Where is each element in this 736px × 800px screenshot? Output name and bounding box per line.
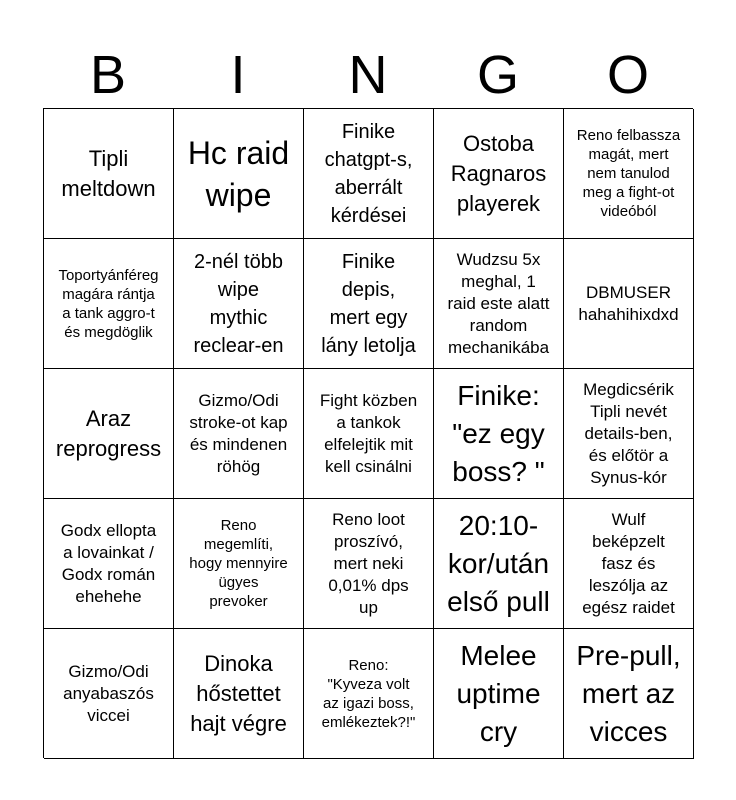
cell-text: 2-nél több wipe mythic reclear-en bbox=[193, 250, 284, 357]
bingo-cell[interactable] bbox=[174, 499, 304, 629]
bingo-cell[interactable] bbox=[434, 369, 564, 499]
cell-text: DBMUSER hahahihixdxd bbox=[578, 282, 679, 324]
cell-text: Reno loot proszívó, mert neki 0,01% dps up bbox=[328, 509, 409, 617]
bingo-cell[interactable] bbox=[174, 239, 304, 369]
cell-text: Gizmo/Odi anyabaszós viccei bbox=[63, 661, 154, 725]
header-letter-g: G bbox=[476, 45, 519, 105]
bingo-cell[interactable] bbox=[434, 239, 564, 369]
bingo-cell[interactable] bbox=[44, 109, 174, 239]
cell-text: Fight közben a tankok elfelejtik mit kell csinálni bbox=[319, 390, 418, 476]
cell-text: Megdicsérik Tipli nevét details-ben, és előtör a Synus-kór bbox=[583, 379, 674, 487]
header-letter-o: O bbox=[606, 45, 649, 105]
cell-text: Reno megemlíti, hogy mennyire ügyes prevoker bbox=[189, 517, 288, 610]
cell-text: Reno: "Kyveza volt az igazi boss, emlékeztek?!" bbox=[321, 656, 416, 731]
bingo-cell[interactable] bbox=[304, 369, 434, 499]
cell-text: Dinoka hőstettet hajt végre bbox=[190, 650, 287, 736]
bingo-cell[interactable] bbox=[174, 369, 304, 499]
bingo-cell[interactable] bbox=[174, 109, 304, 239]
cell-text: Finike: "ez egy boss? " bbox=[452, 379, 545, 487]
bingo-cell[interactable] bbox=[174, 629, 304, 759]
bingo-cell[interactable] bbox=[44, 369, 174, 499]
bingo-cell[interactable] bbox=[564, 369, 694, 499]
bingo-cell[interactable] bbox=[44, 629, 174, 759]
bingo-cell[interactable] bbox=[434, 499, 564, 629]
cell-text: Araz reprogress bbox=[55, 405, 162, 461]
bingo-cell[interactable] bbox=[564, 499, 694, 629]
cell-text: Finike depis, mert egy lány letolja bbox=[321, 250, 416, 357]
cell-text: Wudzsu 5x meghal, 1 raid este alatt random mechanikába bbox=[447, 249, 550, 357]
cell-text: Finike chatgpt-s, aberrált kérdései bbox=[324, 120, 413, 227]
bingo-cell[interactable] bbox=[44, 499, 174, 629]
bingo-cell[interactable] bbox=[304, 239, 434, 369]
header-letter-i: I bbox=[230, 45, 246, 105]
cell-text: Wulf beképzelt fasz és leszólja az egész raidet bbox=[582, 509, 675, 617]
bingo-cell[interactable] bbox=[304, 109, 434, 239]
cell-text: Hc raid wipe bbox=[187, 134, 290, 213]
bingo-cell[interactable] bbox=[434, 109, 564, 239]
cell-text: Ostoba Ragnaros playerek bbox=[450, 130, 547, 216]
cell-text: Toportyánféreg magára rántja a tank aggro-t és megdöglik bbox=[58, 266, 159, 341]
bingo-cell[interactable] bbox=[304, 499, 434, 629]
cell-text: Godx ellopta a lovainkat / Godx román ehehehe bbox=[60, 520, 157, 606]
cell-text: Pre-pull, mert az vicces bbox=[576, 639, 681, 747]
bingo-cell[interactable] bbox=[564, 239, 694, 369]
cell-text: Melee uptime cry bbox=[456, 639, 541, 747]
cell-text: Gizmo/Odi stroke-ot kap és mindenen röhög bbox=[189, 390, 288, 476]
bingo-cell[interactable] bbox=[44, 239, 174, 369]
bingo-header bbox=[43, 40, 693, 110]
header-letter-n: N bbox=[348, 45, 388, 105]
bingo-cell[interactable] bbox=[434, 629, 564, 759]
bingo-cell[interactable] bbox=[564, 629, 694, 759]
cell-text: 20:10- kor/után első pull bbox=[447, 509, 550, 617]
header-letter-b: B bbox=[89, 45, 127, 105]
bingo-cell[interactable] bbox=[304, 629, 434, 759]
cell-text: Reno felbassza magát, mert nem tanulod meg a fight-ot videóból bbox=[576, 127, 681, 220]
cell-text: Tipli meltdown bbox=[61, 145, 156, 201]
bingo-cell[interactable] bbox=[564, 109, 694, 239]
bingo-grid bbox=[43, 108, 693, 758]
